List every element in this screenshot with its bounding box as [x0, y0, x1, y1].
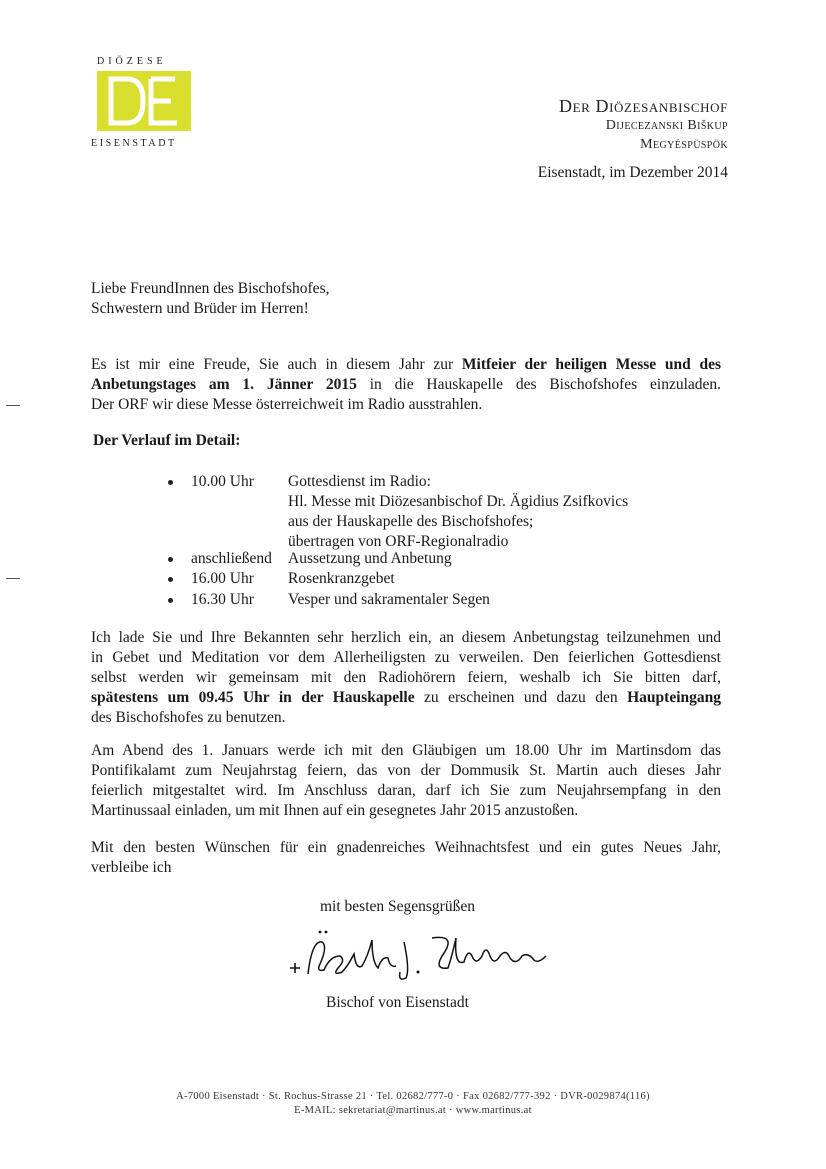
sender-title-hungarian: Megyéspüspök	[640, 137, 728, 152]
invitation-line: in Gebet und Meditation vor dem Allerheiligsten zu verweilen. Den feierlichen Gottesdienst	[91, 649, 721, 666]
schedule-description: Gottesdienst im Radio: Hl. Messe mit Diözesanbischof Dr. Ägidius Zsifkovics aus der Hauskapelle des Bischofshofes; übertragen von ORF-Regionalradio	[288, 473, 629, 550]
evening-paragraph	[91, 741, 721, 821]
bullet-icon	[168, 598, 173, 603]
sender-title-croatian: Dijecezanski Biškup	[605, 118, 728, 133]
salutation-line: Liebe FreundInnen des Bischofshofes,	[91, 280, 330, 297]
signature	[282, 926, 552, 984]
invitation-line: selbst werden wir gemeinsam mit den Radiohörern feiern, weshalb ich Sie bitten darf,	[91, 669, 721, 686]
invitation-line: Ich lade Sie und Ihre Bekannten sehr herzlich ein, an diesem Anbetungstag teilzunehmen und	[91, 629, 721, 646]
intro-line: Anbetungstages am 1. Jänner 2015 in die Hauskapelle des Bischofshofes einzuladen.	[91, 376, 722, 393]
fold-mark	[6, 578, 20, 579]
footer-address: A-7000 Eisenstadt · St. Rochus-Strasse 21 · Tel. 02682/777-0 · Fax 02682/777-392 · DVR-0029874(116)	[176, 1091, 650, 1102]
intro-line: Der ORF wir diese Messe österreichweit im Radio ausstrahlen.	[91, 396, 483, 413]
schedule-heading: Der Verlauf im Detail:	[93, 432, 241, 449]
invitation-line: des Bischofshofes zu benutzen.	[91, 709, 286, 726]
salutation-line: Schwestern und Brüder im Herren!	[91, 300, 309, 317]
sender-title: Der Diözesanbischof	[558, 96, 728, 116]
salutation	[91, 279, 329, 319]
signatory-title: Bischof von Eisenstadt	[326, 994, 469, 1011]
schedule-description: Rosenkranzgebet	[288, 570, 395, 587]
invitation-paragraph	[91, 628, 721, 728]
letter-date: Eisenstadt, im Dezember 2014	[537, 164, 728, 181]
logo-bottom-text: EISENSTADT	[91, 138, 177, 149]
intro-line: Es ist mir eine Freude, Sie auch in diesem Jahr zur Mitfeier der heiligen Messe und des	[91, 356, 721, 373]
schedule-time: 16.30 Uhr	[191, 591, 254, 608]
schedule-time: 16.00 Uhr	[191, 570, 254, 587]
diocese-logo	[97, 71, 191, 131]
footer-contact: E-MAIL: sekretariat@martinus.at · www.martinus.at	[294, 1105, 532, 1116]
wishes-paragraph	[91, 838, 721, 878]
evening-line: Martinussaal einladen, um mit Ihnen auf ein gesegnetes Jahr 2015 anzustoßen.	[91, 802, 579, 819]
invitation-line: spätestens um 09.45 Uhr in der Hauskapelle zu erscheinen und dazu den Haupteingang	[91, 689, 721, 706]
intro-paragraph	[91, 355, 721, 415]
evening-line: Pontifikalamt zum Neujahrstag feiern, das von der Dommusik St. Martin auch dieses Jahr	[91, 762, 721, 779]
schedule-description: Vesper und sakramentaler Segen	[288, 591, 490, 608]
wishes-line: verbleibe ich	[91, 859, 172, 876]
schedule-time: anschließend	[191, 550, 272, 567]
schedule-time: 10.00 Uhr	[191, 473, 254, 490]
fold-mark	[6, 405, 20, 406]
evening-line: feierlich mitgestaltet wird. Im Anschluss daran, darf ich Sie zum Neujahrsempfang in den	[91, 782, 721, 799]
logo-top-text: DIÖZESE	[97, 56, 167, 67]
closing-greeting: mit besten Segensgrüßen	[320, 898, 475, 915]
bullet-icon	[168, 577, 173, 582]
schedule-description: Aussetzung und Anbetung	[288, 550, 452, 567]
bullet-icon	[168, 557, 173, 562]
bullet-icon	[168, 480, 173, 485]
wishes-line: Mit den besten Wünschen für ein gnadenreiches Weihnachtsfest und ein gutes Neues Jahr,	[91, 839, 721, 856]
evening-line: Am Abend des 1. Januars werde ich mit den Gläubigen um 18.00 Uhr im Martinsdom das	[91, 742, 721, 759]
